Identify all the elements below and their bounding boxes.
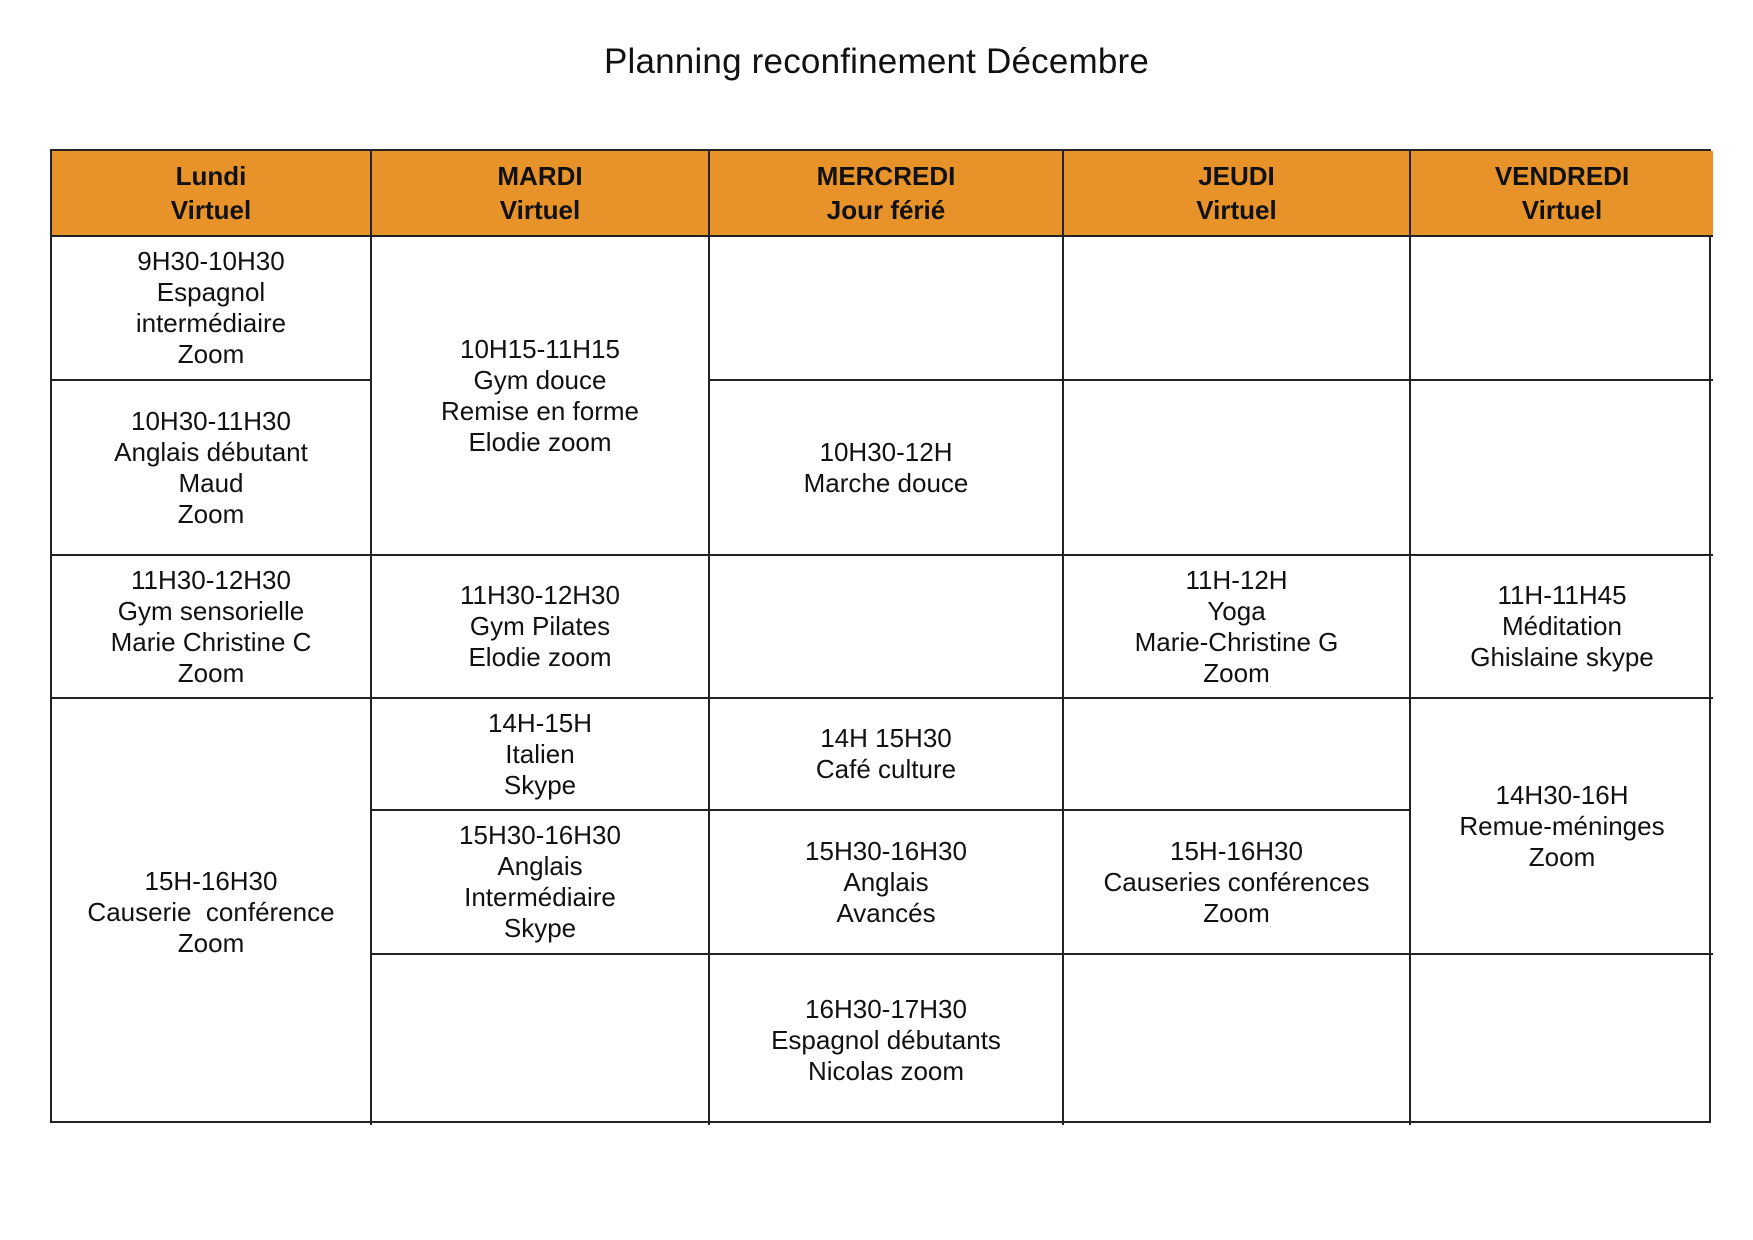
day-name: JEUDI	[1198, 161, 1275, 191]
vendredi-slot-empty	[1411, 381, 1713, 556]
slot-time: 15H30-16H30	[805, 835, 967, 866]
day-name: Lundi	[175, 161, 247, 191]
jeudi-slot-empty	[1064, 955, 1411, 1125]
slot-line: Maud	[178, 467, 244, 498]
slot-time: 10H15-11H15	[460, 333, 620, 364]
day-mode: Virtuel	[1196, 195, 1277, 225]
jeudi-slot-empty	[1064, 237, 1411, 381]
lundi-slot-anglais	[52, 381, 372, 556]
mardi-slot-italien	[372, 699, 710, 811]
day-mode: Jour férié	[826, 195, 946, 225]
slot-time: 11H-12H	[1185, 564, 1288, 595]
slot-line: Méditation	[1502, 611, 1622, 641]
slot-line: Gym Pilates	[469, 611, 611, 641]
lundi-slot-espagnol	[52, 237, 372, 381]
day-name: MARDI	[497, 161, 583, 191]
header-vendredi	[1411, 151, 1713, 237]
header-lundi	[52, 151, 372, 237]
lundi-slot-causerie	[52, 699, 372, 1125]
slot-line: Café culture	[815, 754, 957, 784]
slot-time: 14H30-16H	[1495, 779, 1629, 810]
slot-line: Marche douce	[803, 467, 969, 498]
slot-line: Zoom	[177, 657, 245, 688]
slot-line: Zoom	[177, 339, 245, 369]
day-mode: Virtuel	[499, 195, 581, 225]
slot-line: Nicolas zoom	[807, 1055, 965, 1086]
header-mardi	[372, 151, 710, 237]
slot-time: 11H30-12H30	[460, 580, 620, 610]
slot-line: Remise en forme	[441, 395, 639, 426]
slot-line: Zoom	[1203, 657, 1270, 688]
slot-line: Zoom	[1203, 897, 1270, 928]
slot-time: 15H-16H30	[1170, 835, 1303, 866]
vendredi-slot-empty	[1411, 237, 1713, 381]
slot-line: Espagnol débutants	[771, 1024, 1001, 1055]
slot-line: Zoom	[1528, 841, 1596, 872]
slot-time: 10H30-12H	[819, 436, 953, 467]
mercredi-slot-espagnol	[710, 955, 1064, 1125]
slot-line: Anglais débutant	[114, 436, 308, 467]
mercredi-slot-empty	[710, 237, 1064, 381]
vendredi-slot-meditation	[1411, 556, 1713, 699]
jeudi-slot-causeries	[1064, 811, 1411, 955]
mercredi-slot-cafe	[710, 699, 1064, 811]
slot-line: Gym douce	[473, 364, 607, 395]
mercredi-slot-empty	[710, 556, 1064, 699]
slot-line: Remue-méninges	[1459, 810, 1665, 841]
slot-line: Marie-Christine G	[1134, 626, 1339, 657]
slot-line: Ghislaine skype	[1470, 642, 1654, 672]
slot-line: Zoom	[177, 498, 245, 529]
slot-line: Causerie conférence	[87, 896, 335, 927]
slot-line: intermédiaire	[135, 308, 287, 338]
mardi-slot-anglais	[372, 811, 710, 955]
jeudi-slot-empty	[1064, 381, 1411, 556]
slot-time: 14H 15H30	[820, 723, 952, 753]
slot-time: 11H30-12H30	[131, 564, 291, 595]
mardi-slot-pilates	[372, 556, 710, 699]
day-name: MERCREDI	[816, 161, 956, 191]
mercredi-slot-marche	[710, 381, 1064, 556]
slot-line: Elodie zoom	[468, 426, 612, 457]
jeudi-slot-yoga	[1064, 556, 1411, 699]
slot-time: 14H-15H	[487, 707, 593, 738]
mardi-slot-gym-douce	[372, 237, 710, 556]
slot-line: Causeries conférences	[1103, 866, 1370, 897]
header-mercredi	[710, 151, 1064, 237]
jeudi-slot-empty	[1064, 699, 1411, 811]
slot-line: Italien	[505, 738, 575, 769]
slot-line: Anglais	[843, 866, 929, 897]
slot-line: Elodie zoom	[468, 642, 612, 672]
slot-line: Marie Christine C	[110, 626, 312, 657]
slot-line: Zoom	[177, 927, 245, 958]
slot-time: 10H30-11H30	[131, 405, 291, 436]
day-mode: Virtuel	[1521, 195, 1603, 225]
slot-line: Gym sensorielle	[117, 595, 305, 626]
slot-line: Yoga	[1207, 595, 1266, 626]
slot-time: 15H-16H30	[144, 865, 278, 896]
mardi-slot-empty	[372, 955, 710, 1125]
vendredi-slot-remue-meninges	[1411, 699, 1713, 955]
slot-time: 15H30-16H30	[459, 820, 621, 850]
slot-line: Espagnol	[156, 277, 266, 307]
header-jeudi	[1064, 151, 1411, 237]
schedule-table	[50, 149, 1711, 1123]
slot-time: 9H30-10H30	[137, 246, 285, 276]
lundi-slot-gym	[52, 556, 372, 699]
slot-line: Anglais	[497, 851, 583, 881]
slot-time: 16H30-17H30	[805, 993, 967, 1024]
slot-line: Skype	[503, 769, 577, 800]
day-mode: Virtuel	[170, 195, 252, 225]
mercredi-slot-anglais	[710, 811, 1064, 955]
slot-line: Intermédiaire	[464, 882, 616, 912]
slot-time: 11H-11H45	[1497, 580, 1627, 610]
page-title: Planning reconfinement Décembre	[603, 42, 1150, 81]
day-name: VENDREDI	[1494, 161, 1630, 191]
vendredi-slot-empty	[1411, 955, 1713, 1125]
slot-line: Avancés	[836, 897, 936, 928]
slot-line: Skype	[503, 913, 577, 943]
